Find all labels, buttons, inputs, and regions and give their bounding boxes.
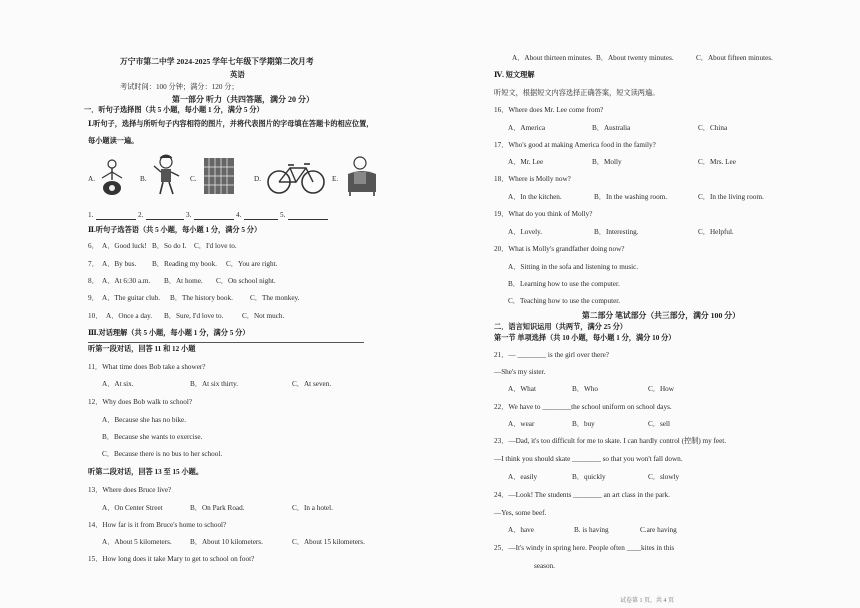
- q14-option-c[interactable]: C．About 15 kilometers.: [292, 538, 365, 546]
- q23-stem: 23．—Dad, it's too difficult for me to skate. I can hardly control (控制) my feet.: [494, 437, 727, 445]
- q7-option-a[interactable]: A．By bus.: [102, 260, 137, 268]
- q10-option-a[interactable]: A．Once a day.: [106, 312, 153, 320]
- q10-option-b[interactable]: B．Sure, I'd love to.: [164, 312, 224, 320]
- q13-option-b[interactable]: B．On Park Road.: [190, 504, 245, 512]
- q18-option-a[interactable]: A．In the kitchen.: [508, 193, 562, 201]
- dialogue1-instruction: 听第一段对话，回答 11 和 12 小题: [88, 345, 196, 353]
- part2-heading: 第二部分 笔试部分（共三部分，满分 100 分）: [582, 311, 740, 320]
- q15-option-a[interactable]: A．About thirteen minutes.: [512, 54, 593, 62]
- q22-option-a[interactable]: A．wear: [508, 420, 535, 428]
- picture-label-b: B.: [140, 175, 147, 183]
- q10-option-c[interactable]: C．Not much.: [242, 312, 285, 320]
- answer-blank-4[interactable]: [244, 219, 278, 220]
- blank-5-label: 5.: [280, 211, 286, 219]
- q11-option-c[interactable]: C．At seven.: [292, 380, 332, 388]
- q21-stem-2: —She's my sister.: [494, 368, 546, 376]
- q6-number: 6．: [88, 242, 99, 250]
- q12-option-b[interactable]: B．Because she wants to exercise.: [102, 433, 203, 441]
- q16-stem: 16．Where does Mr. Lee come from?: [494, 106, 604, 114]
- blank-3-label: 3.: [186, 211, 192, 219]
- q23-option-b[interactable]: B．quickly: [572, 473, 606, 481]
- q16-option-a[interactable]: A．America: [508, 124, 546, 132]
- q21-option-b[interactable]: B．Who: [572, 385, 598, 393]
- q8-option-a[interactable]: A．At 6:30 a.m.: [102, 277, 151, 285]
- section3-title: Ⅲ.对话理解（共 5 小题，每小题 1 分，满分 5 分）: [88, 329, 250, 337]
- q6-option-c[interactable]: C．I'd love to.: [194, 242, 237, 250]
- picture-drummer: [98, 158, 126, 198]
- q16-option-c[interactable]: C．China: [698, 124, 728, 132]
- q14-option-a[interactable]: A．About 5 kilometers.: [102, 538, 172, 546]
- exam-info: 考试时间：100 分钟；满分：120 分；: [120, 83, 239, 91]
- answer-blank-1[interactable]: [96, 219, 136, 220]
- answer-blank-2[interactable]: [146, 219, 184, 220]
- answer-blank-3[interactable]: [194, 219, 234, 220]
- exam-subject: 英语: [230, 70, 245, 79]
- q25-stem-2: season.: [534, 562, 555, 570]
- q11-option-a[interactable]: A．At six.: [102, 380, 134, 388]
- q9-option-b[interactable]: B．The history book.: [170, 294, 233, 302]
- q18-option-c[interactable]: C．In the living room.: [698, 193, 764, 201]
- q24-stem: 24．—Look! The students ________ an art class in the park.: [494, 491, 670, 499]
- q23-option-c[interactable]: C．slowly: [648, 473, 680, 481]
- q8-option-b[interactable]: B．At home.: [164, 277, 203, 285]
- q21-stem: 21．— ________ is the girl over there?: [494, 351, 609, 359]
- picture-grandpa-sofa: [344, 154, 380, 198]
- q17-option-b[interactable]: B．Molly: [592, 158, 622, 166]
- q19-option-b[interactable]: B．Interesting.: [594, 228, 639, 236]
- q12-option-c[interactable]: C．Because there is no bus to her school.: [102, 450, 223, 458]
- q15-option-c[interactable]: C．About fifteen minutes.: [696, 54, 773, 62]
- q20-option-b[interactable]: B．Learning how to use the computer.: [508, 280, 620, 288]
- q20-option-a[interactable]: A．Sitting in the sofa and listening to music.: [508, 263, 639, 271]
- q21-option-c[interactable]: C．How: [648, 385, 674, 393]
- q6-option-a[interactable]: A．Good luck!: [102, 242, 147, 250]
- picture-label-e: E.: [332, 175, 339, 183]
- q17-stem: 17．Who's good at making America food in the family?: [494, 141, 656, 149]
- q24-option-a[interactable]: A．have: [508, 526, 534, 534]
- q9-number: 9．: [88, 294, 99, 302]
- q19-stem: 19．What do you think of Molly?: [494, 210, 593, 218]
- q16-option-b[interactable]: B．Australia: [592, 124, 631, 132]
- q23-stem-2: —I think you should skate ________ so that you won't fall down.: [494, 455, 683, 463]
- picture-bicycle: [266, 160, 326, 196]
- divider-line: [88, 342, 364, 343]
- picture-boy-playing: [152, 154, 182, 198]
- picture-label-a: A.: [88, 175, 95, 183]
- blank-2-label: 2.: [138, 211, 144, 219]
- blank-1-label: 1.: [88, 211, 94, 219]
- q12-option-a[interactable]: A．Because she has no bike.: [102, 416, 187, 424]
- section1-instruction: Ⅰ.听句子，选择与所听句子内容相符的图片，并将代表图片的字母填在答题卡的相应位置，: [88, 120, 374, 128]
- q24-option-c[interactable]: C.are having: [640, 526, 677, 534]
- section1-title: 一．听句子选择图（共 5 小题，每小题 1 分，满分 5 分）: [84, 106, 264, 114]
- q14-stem: 14．How far is it from Bruce's home to school?: [88, 521, 227, 529]
- answer-blank-5[interactable]: [288, 219, 328, 220]
- q13-option-a[interactable]: A．On Center Street: [102, 504, 163, 512]
- dialogue2-instruction: 听第二段对话，回答 13 至 15 小题。: [88, 468, 204, 476]
- q8-number: 8．: [88, 277, 99, 285]
- section1-instruction-2: 每小题读一遍。: [88, 137, 139, 145]
- q25-stem: 25．—It's windy in spring here. People often ____kites in this: [494, 544, 675, 552]
- q13-option-c[interactable]: C．In a hotel.: [292, 504, 333, 512]
- section2-title: Ⅱ.听句子选答语（共 5 小题，每小题 1 分，满分 5 分）: [88, 226, 262, 234]
- q24-option-b[interactable]: B. is having: [574, 526, 609, 534]
- q19-option-a[interactable]: A．Lovely.: [508, 228, 543, 236]
- q7-number: 7．: [88, 260, 99, 268]
- q6-option-b[interactable]: B．So do I.: [152, 242, 187, 250]
- q7-option-c[interactable]: C．You are right.: [226, 260, 278, 268]
- blank-4-label: 4.: [236, 211, 242, 219]
- q22-option-b[interactable]: B．buy: [572, 420, 595, 428]
- q22-option-c[interactable]: C．sell: [648, 420, 670, 428]
- section4-instruction: 听短文，根据短文内容选择正确答案，短文读两遍。: [494, 89, 660, 97]
- q11-stem: 11．What time does Bob take a shower?: [88, 363, 206, 371]
- section5-title: 二．语言知识运用（共两节，满分 25 分）: [494, 323, 627, 331]
- q11-option-b[interactable]: B．At six thirty.: [190, 380, 239, 388]
- q21-option-a[interactable]: A．What: [508, 385, 536, 393]
- picture-label-d: D.: [254, 175, 261, 183]
- q18-stem: 18．Where is Molly now?: [494, 175, 571, 183]
- part1-heading: 第一部分 听力（共四答题，满分 20 分）: [172, 95, 314, 104]
- q13-stem: 13．Where does Bruce live?: [88, 486, 172, 494]
- exam-title: 万宁市第二中学 2024-2025 学年七年级下学期第二次月考: [120, 57, 314, 66]
- q18-option-b[interactable]: B．In the washing room.: [594, 193, 668, 201]
- q8-option-c[interactable]: C．On school night.: [216, 277, 276, 285]
- picture-label-c: C.: [190, 175, 197, 183]
- picture-bookshelf: [202, 156, 236, 196]
- q9-option-c[interactable]: C．The monkey.: [250, 294, 300, 302]
- q24-stem-2: —Yes, some beef.: [494, 509, 547, 517]
- q15-stem: 15．How long does it take Mary to get to school on foot?: [88, 555, 255, 563]
- q17-option-c[interactable]: C．Mrs. Lee: [698, 158, 736, 166]
- q12-stem: 12．Why does Bob walk to school?: [88, 398, 193, 406]
- q17-option-a[interactable]: A．Mr. Lee: [508, 158, 544, 166]
- q9-option-a[interactable]: A．The guitar club.: [102, 294, 161, 302]
- q23-option-a[interactable]: A．easily: [508, 473, 538, 481]
- section4-title: Ⅳ. 短文理解: [494, 71, 535, 79]
- q14-option-b[interactable]: B．About 10 kilometers.: [190, 538, 263, 546]
- page-footer: 试卷第 1 页，共 4 页: [620, 598, 675, 604]
- q15-option-b[interactable]: B．About twenty minutes.: [596, 54, 674, 62]
- q10-number: 10．: [88, 312, 103, 320]
- q22-stem: 22．We have to ________the school uniform on school days.: [494, 403, 672, 411]
- q20-stem: 20．What is Molly's grandfather doing now?: [494, 245, 625, 253]
- q7-option-b[interactable]: B．Reading my book.: [152, 260, 217, 268]
- section5-subtitle: 第一节 单项选择（共 10 小题，每小题 1 分，满分 10 分）: [494, 334, 676, 342]
- q19-option-c[interactable]: C．Helpful.: [698, 228, 734, 236]
- q20-option-c[interactable]: C．Teaching how to use the computer.: [508, 297, 621, 305]
